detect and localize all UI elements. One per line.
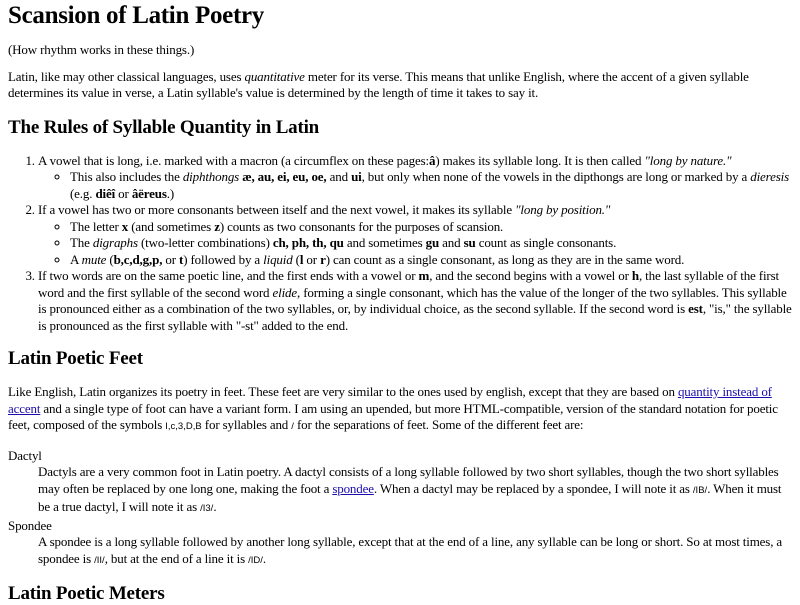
- bold-term: ui: [351, 169, 362, 184]
- rule-subitem: [70, 252, 792, 269]
- notation-symbol: /ID/: [248, 554, 263, 566]
- bold-term: diêî: [95, 185, 116, 201]
- text-segment: , "is," the syllable is pronounced as the first syllable with "-st" added to the end.: [38, 301, 792, 333]
- page-title: Scansion of Latin Poetry: [8, 2, 264, 29]
- text-segment: The letter: [70, 218, 122, 234]
- text-segment: or: [115, 185, 132, 201]
- feet-heading: Latin Poetic Feet: [8, 348, 143, 369]
- rules-list: [8, 153, 792, 335]
- text-segment: .): [166, 185, 175, 201]
- bold-term: b,c,d,g,p,: [113, 251, 163, 267]
- text-segment: ) makes its syllable long. It is then called: [435, 152, 645, 168]
- link-spondee[interactable]: spondee: [332, 480, 374, 496]
- bold-term: l: [299, 251, 304, 267]
- rule-sublist: [38, 219, 792, 269]
- text-segment: , the last syllable of the first word and the first syllable of the second word: [38, 268, 779, 300]
- text-segment: .: [262, 550, 267, 566]
- italic-term: "long by nature.": [644, 152, 732, 168]
- text-segment: , and the second begins with a vowel or: [429, 268, 632, 283]
- bold-term: x: [121, 218, 129, 234]
- foot-term: Dactyl: [8, 447, 42, 463]
- bold-term: z: [214, 218, 220, 234]
- foot-term: Spondee: [8, 517, 52, 533]
- bold-term: gu: [425, 235, 440, 250]
- link-quantity-instead-of-accent[interactable]: quantity instead of accent: [8, 384, 772, 416]
- text-segment: (e.g.: [70, 185, 96, 201]
- text-segment: . When it must be a true dactyl, I will note it as: [38, 480, 782, 514]
- italic-term: liquid: [263, 251, 293, 267]
- text-segment: ) counts as two consonants for the purposes of scansion.: [219, 218, 504, 234]
- rule-subitem: [70, 169, 792, 202]
- text-segment: If two words are on the same poetic line, and the first ends with a vowel or: [38, 268, 419, 283]
- rule-item: [38, 153, 792, 203]
- feet-list: [8, 448, 792, 570]
- text-segment: and a single type of foot can have a variant form. I am using an upended, but more HTML-compatible, version of the standard notation for poetic feet, composed of the symbols: [8, 400, 778, 432]
- foot-description: [38, 464, 792, 518]
- italic-term: quantitative: [244, 68, 305, 84]
- text-segment: for the separations of feet. Some of the different feet are:: [293, 417, 584, 432]
- italic-term: "long by position.": [515, 202, 611, 217]
- text-segment: and: [439, 235, 464, 250]
- rule-subitem: [70, 235, 792, 252]
- text-segment: and: [326, 169, 352, 184]
- notation-symbol: /IB/: [692, 484, 708, 496]
- text-segment: , forming a single consonant, which has the value of the longer of the two syllables. This syllable is pronounced either as a combination of the two syllables, or, by individual choice, as the second syllable. If the second word is: [38, 284, 787, 316]
- bold-term: h: [631, 268, 639, 283]
- text-segment: , but at the end of a line it is: [104, 550, 249, 566]
- bold-term: r: [320, 251, 326, 267]
- italic-term: elide: [272, 284, 297, 300]
- text-segment: (and sometimes: [128, 218, 215, 234]
- italic-term: mute: [81, 251, 107, 267]
- text-segment: Latin, like may other classical languages, uses: [8, 68, 245, 84]
- notation-symbol: /I3/: [200, 503, 214, 514]
- text-segment: This also includes the: [70, 169, 183, 184]
- italic-term: digraphs: [92, 235, 138, 250]
- text-segment: . When a dactyl may be replaced by a spondee, I will note it as: [373, 480, 693, 496]
- text-segment: If a vowel has two or more consonants between itself and the next vowel, it makes its syllable: [38, 202, 516, 217]
- text-segment: for syllables and: [201, 417, 292, 432]
- rule-sublist: [38, 169, 792, 202]
- notation-symbol: /: [291, 421, 294, 432]
- text-segment: Like English, Latin organizes its poetry in feet. These feet are very similar to the ones used by english, except that they are based on: [8, 384, 678, 399]
- intro-paragraph: [8, 69, 792, 102]
- text-segment: and sometimes: [343, 235, 426, 250]
- text-segment: , but only when none of the vowels in the dipthongs are long or marked by a: [361, 169, 751, 184]
- text-segment: meter for its verse. This means that unlike English, where the accent of a given syllable determines its value in verse, a Latin syllable's value is determined by the length of time it takes to say it.: [8, 68, 749, 100]
- rule-item: [38, 202, 792, 268]
- text-segment: ) followed by a: [183, 251, 264, 267]
- notation-symbol: /II/: [94, 554, 105, 566]
- text-segment: (two-letter combinations): [137, 235, 273, 250]
- text-segment: or: [303, 251, 321, 267]
- foot-description: [38, 534, 792, 569]
- bold-term: ch, ph, th, qu: [272, 235, 344, 250]
- notation-symbol: I,c,3,D,B: [165, 421, 202, 432]
- feet-intro-paragraph: [8, 384, 792, 436]
- rules-heading: The Rules of Syllable Quantity in Latin: [8, 116, 320, 138]
- bold-term: est: [688, 301, 703, 316]
- bold-term: t: [179, 251, 184, 267]
- text-segment: A: [70, 251, 82, 267]
- rule-subitem: [70, 219, 792, 236]
- text-segment: (: [292, 251, 300, 267]
- text-segment: or: [162, 251, 180, 267]
- bold-term: m: [418, 268, 430, 283]
- bold-term: âëreus: [131, 185, 167, 201]
- bold-term: æ, au, ei, eu, oe,: [239, 169, 327, 184]
- text-segment: Dactyls are a very common foot in Latin poetry. A dactyl consists of a long syllable followed by two short syllables, though the two short syllables may often be replaced by one long one, making the foot a: [38, 464, 779, 496]
- bold-term: â: [428, 152, 436, 168]
- rule-item: [38, 268, 792, 334]
- text-segment: ) can count as a single consonant, as long as they are in the same word.: [325, 251, 685, 267]
- italic-term: diphthongs: [182, 169, 240, 184]
- subtitle: (How rhythm works in these things.): [8, 42, 195, 57]
- italic-term: dieresis: [750, 169, 790, 184]
- text-segment: A spondee is a long syllable followed by another long syllable, except that at the end of a line, any syllable can be long or short. So at most times, a spondee is: [38, 534, 783, 566]
- text-segment: count as single consonants.: [475, 235, 617, 250]
- bold-term: su: [463, 235, 476, 250]
- meters-heading: Latin Poetic Meters: [8, 583, 165, 604]
- text-segment: The: [70, 235, 93, 250]
- text-segment: .: [213, 499, 217, 514]
- text-segment: A vowel that is long, i.e. marked with a macron (a circumflex on these pages:: [38, 152, 429, 168]
- text-segment: (: [106, 251, 114, 267]
